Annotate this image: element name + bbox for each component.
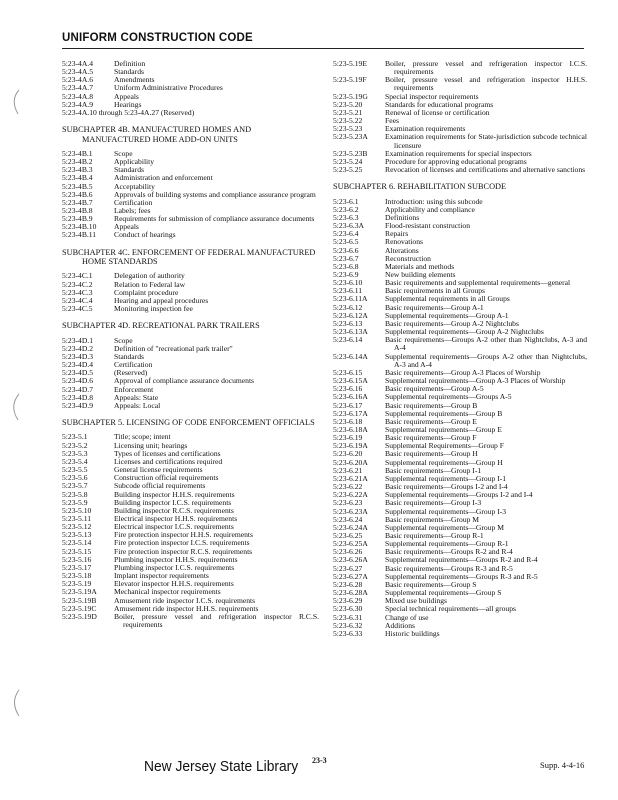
section-title: Plumbing inspector I.C.S. requirements	[114, 562, 235, 572]
toc-entry: 5:23-4A.10 through 5:23-4A.27 (Reserved)	[62, 107, 195, 117]
toc-entry	[62, 223, 319, 231]
section-code: 5:23-6.19A	[333, 441, 368, 451]
section-title: Supplemental requirements—Groups R-3 and R-5	[385, 571, 538, 581]
section-title: Monitoring inspection fee	[114, 304, 193, 314]
section-code: 5:23-4A.7	[62, 83, 94, 93]
section-title: Delegation of authority	[114, 271, 185, 281]
section-code: 5:23-6.31	[333, 612, 363, 622]
section-title: Licenses and certifications required	[114, 456, 223, 466]
section-code: 5:23-4C.2	[62, 279, 93, 289]
section-title: Basic requirements—Group A-1	[385, 302, 484, 312]
section-code: 5:23-6.17	[333, 400, 363, 410]
section-code: 5:23-5.7	[62, 481, 88, 491]
section-title: Appeals: State	[114, 392, 159, 402]
section-title: Elevator inspector H.H.S. requirements	[114, 579, 234, 589]
section-code: 5:23-5.8	[62, 489, 88, 499]
section-code: 5:23-5.15	[62, 546, 92, 556]
toc-entry	[333, 206, 587, 214]
section-code: 5:23-4B.2	[62, 157, 93, 167]
subchapter-heading: SUBCHAPTER 5. LICENSING OF CODE ENFORCEMENT OFFICIALS	[62, 418, 315, 428]
section-title: Basic requirements—Group B	[385, 400, 478, 410]
section-title: Approvals of building systems and compliance assurance program	[114, 189, 316, 199]
section-title: Renewal of license or certification	[385, 107, 490, 117]
section-title: Scope	[114, 335, 133, 345]
section-code: 5:23-4D.8	[62, 392, 94, 402]
toc-entry	[62, 361, 319, 369]
section-title: Plumbing inspector H.H.S. requirements	[114, 554, 238, 564]
section-code: 5:23-5.23	[333, 124, 363, 134]
section-title: Supplemental requirements—Group A-1	[385, 310, 509, 320]
section-code: 5:23-6.2	[333, 204, 359, 214]
section-code: 5:23-5.20	[333, 99, 363, 109]
section-code: 5:23-4D.3	[62, 351, 94, 361]
section-code: 5:23-5.23B	[333, 148, 368, 158]
section-code: 5:23-6.25A	[333, 539, 368, 549]
section-code: 5:23-4B.3	[62, 165, 93, 175]
section-title: Basic requirements—Group A-3 Places of Worship	[385, 367, 541, 377]
toc-entry	[333, 622, 587, 630]
section-code: 5:23-4B.11	[62, 230, 97, 240]
section-title: Fire protection inspector I.C.S. requirements	[114, 538, 250, 548]
section-code: 5:23-6.21A	[333, 473, 368, 483]
toc-entry	[333, 630, 587, 638]
section-title: Supplemental requirements—Group B	[385, 408, 503, 418]
toc-entry	[333, 76, 587, 92]
section-code: 5:23-4D.2	[62, 343, 94, 353]
toc-entry	[62, 68, 319, 76]
section-title: Boiler, pressure vessel and refrigeration inspector H.H.S. requirements	[385, 75, 587, 93]
section-title: (Reserved)	[114, 368, 148, 378]
section-code: 5:23-4B.7	[62, 197, 93, 207]
section-code: 5:23-6.26A	[333, 555, 368, 565]
section-code: 5:23-4D.6	[62, 376, 94, 386]
toc-entry	[62, 158, 319, 166]
section-title: Introduction: using this subcode	[385, 196, 483, 206]
section-code: 5:23-4B.1	[62, 148, 93, 158]
section-title: Basic requirements—Group H	[385, 449, 478, 459]
section-title: Types of licenses and certifications	[114, 448, 221, 458]
toc-entry	[62, 191, 319, 199]
section-title: Construction official requirements	[114, 473, 219, 483]
toc-entry	[62, 281, 319, 289]
section-code: 5:23-5.18	[62, 571, 92, 581]
section-title: Materials and methods	[385, 261, 455, 271]
toc-entry	[333, 238, 587, 246]
toc-entry	[333, 614, 587, 622]
section-code: 5:23-6.16A	[333, 392, 368, 402]
section-code: 5:23-4D.1	[62, 335, 94, 345]
section-title: Approval of compliance assurance documents	[114, 376, 255, 386]
section-title: Relation to Federal law	[114, 279, 186, 289]
right-column	[333, 60, 587, 638]
section-code: 5:23-4A.4	[62, 59, 94, 68]
scan-margin-mark	[6, 688, 22, 718]
section-code: 5:23-5.11	[62, 514, 92, 523]
section-title: Basic requirements—Group F	[385, 433, 477, 443]
toc-entry	[62, 272, 319, 280]
section-title: Basic requirements in all Groups	[385, 286, 485, 296]
section-title: Definition	[114, 59, 146, 68]
section-title: Supplemental requirements—Groups A-5	[385, 392, 512, 402]
section-title: Enforcement	[114, 384, 154, 394]
section-code: 5:23-6.29	[333, 596, 363, 606]
section-code: 5:23-6.3A	[333, 221, 365, 231]
section-code: 5:23-4A.6	[62, 75, 94, 85]
section-title: Basic requirements—Groups I-2 and I-4	[385, 482, 508, 492]
section-title: Standards	[114, 351, 144, 361]
section-code: 5:23-5.25	[333, 165, 363, 175]
section-code: 5:23-5.9	[62, 497, 88, 507]
section-title: Renovations	[385, 237, 423, 247]
footer-supplement-date: Supp. 4-4-16	[540, 760, 585, 770]
section-code: 5:23-6.15	[333, 367, 363, 377]
section-code: 5:23-5.19F	[333, 75, 367, 85]
section-code: 5:23-6.14	[333, 335, 363, 345]
section-code: 5:23-6.13A	[333, 327, 368, 337]
section-title: Historic buildings	[385, 628, 440, 638]
section-code: 5:23-6.12	[333, 302, 363, 312]
section-code: 5:23-5.14	[62, 538, 92, 548]
section-title: Applicability and compliance	[385, 204, 475, 214]
toc-entry	[333, 222, 587, 230]
section-title: Appeals: Local	[114, 400, 161, 410]
section-title: Amusement ride inspector H.H.S. requirements	[114, 603, 259, 613]
section-title: Hearings	[114, 99, 142, 109]
section-code: 5:23-6.25	[333, 531, 363, 540]
page-header-title: UNIFORM CONSTRUCTION CODE	[62, 32, 253, 44]
section-title: Examination requirements for State-jurisdiction subcode technical licensure	[385, 132, 587, 150]
section-code: 5:23-5.12	[62, 522, 92, 532]
section-code: 5:23-4B.10	[62, 222, 97, 232]
section-code: 5:23-6.13	[333, 318, 363, 328]
toc-entry	[333, 60, 587, 76]
section-title: Supplemental requirements—Groups I-2 and I-4	[385, 490, 533, 500]
section-title: Additions	[385, 620, 415, 630]
section-code: 5:23-6.5	[333, 237, 359, 247]
section-code: 5:23-6.7	[333, 253, 359, 263]
section-title: Basic requirements—Group M	[385, 514, 480, 524]
section-title: Basic requirements—Group I-1	[385, 465, 482, 475]
toc-entry	[62, 433, 319, 441]
toc-entry	[333, 605, 587, 613]
scan-margin-mark	[6, 88, 22, 118]
section-title: Basic requirements and supplemental requirements—general	[385, 278, 571, 288]
section-title: Basic requirements—Groups R-2 and R-4	[385, 547, 513, 557]
section-code: 5:23-6.12A	[333, 310, 368, 320]
section-title: Fire protection inspector H.H.S. requirements	[114, 530, 253, 540]
section-code: 5:23-6.28	[333, 579, 363, 589]
toc-entry	[333, 109, 587, 117]
toc-entry	[333, 133, 587, 149]
section-title: Basic requirements—Groups R-3 and R-5	[385, 563, 513, 573]
section-code: 5:23-5.3	[62, 448, 88, 458]
section-title: Boiler, pressure vessel and refrigeration inspector I.C.S. requirements	[385, 59, 587, 77]
section-title: Standards	[114, 165, 144, 175]
section-code: 5:23-6.4	[333, 229, 359, 239]
toc-entry	[333, 247, 587, 255]
left-column	[62, 60, 319, 629]
section-title: Supplemental requirements—Group S	[385, 588, 502, 598]
section-code: 5:23-5.19D	[62, 611, 97, 621]
section-code: 5:23-6.6	[333, 245, 359, 255]
section-code: 5:23-6.22	[333, 482, 363, 492]
section-title: Fees	[385, 116, 399, 126]
section-title: Title; scope; intent	[114, 432, 171, 442]
section-title: Fire protection inspector R.C.S. requirements	[114, 546, 253, 556]
section-code: 5:23-6.19	[333, 433, 363, 443]
section-title: Basic requirements—Group A-5	[385, 384, 484, 394]
section-title: Building inspector R.C.S. requirements	[114, 505, 234, 515]
subchapter-heading: SUBCHAPTER 6. REHABILITATION SUBCODE	[333, 182, 507, 192]
section-code: 5:23-6.21	[333, 465, 363, 475]
section-title: Supplemental requirements—Group I-1	[385, 473, 507, 483]
toc-entry	[62, 199, 319, 207]
section-code: 5:23-5.19C	[62, 603, 97, 613]
section-code: 5:23-6.24A	[333, 522, 368, 532]
section-title: Definition of "recreational park trailer"	[114, 343, 233, 353]
footer-library-stamp: New Jersey State Library	[144, 758, 299, 775]
section-title: Change of use	[385, 612, 429, 622]
section-title: Building inspector H.H.S. requirements	[114, 489, 235, 499]
toc-entry	[62, 353, 319, 361]
section-title: Mixed use buildings	[385, 596, 448, 606]
subchapter-heading: SUBCHAPTER 4B. MANUFACTURED HOMES AND MANUFACTURED HOME ADD-ON UNITS	[62, 125, 252, 144]
section-title: Implant inspector requirements	[114, 571, 209, 581]
section-code: 5:23-4A.9	[62, 99, 94, 109]
section-title: Standards for educational programs	[385, 99, 494, 109]
section-code: 5:23-4B.6	[62, 189, 93, 199]
toc-entry	[62, 215, 319, 223]
section-title: Basic requirements—Group I-3	[385, 498, 482, 508]
section-title: Scope	[114, 148, 133, 158]
section-title: Repairs	[385, 229, 409, 239]
section-title: New building elements	[385, 270, 456, 279]
section-code: 5:23-5.21	[333, 107, 363, 117]
section-code: 5:23-4D.7	[62, 384, 94, 394]
section-code: 5:23-5.19	[62, 579, 92, 589]
section-title: Alterations	[385, 245, 419, 255]
section-code: 5:23-6.11A	[333, 294, 368, 304]
section-title: Examination requirements	[385, 124, 466, 134]
section-title: Hearing and appeal procedures	[114, 295, 209, 305]
section-code: 5:23-6.14A	[333, 351, 368, 361]
section-code: 5:23-6.20A	[333, 457, 368, 467]
section-code: 5:23-6.27A	[333, 571, 368, 581]
section-title: General license requirements	[114, 465, 203, 475]
section-code: 5:23-4D.4	[62, 360, 94, 370]
section-code: 5:23-4A.8	[62, 91, 94, 101]
subchapter-heading: SUBCHAPTER 4D. RECREATIONAL PARK TRAILERS	[62, 321, 260, 331]
section-code: 5:23-5.1	[62, 432, 88, 442]
toc-entry	[62, 386, 319, 394]
section-code: 5:23-4B.4	[62, 173, 93, 183]
section-title: Mechanical inspector requirements	[114, 587, 221, 597]
section-code: 5:23-5.13	[62, 530, 92, 540]
scan-margin-mark	[6, 392, 22, 422]
toc-entry	[62, 93, 319, 101]
section-code: 5:23-6.23	[333, 498, 363, 508]
toc-entry	[62, 305, 319, 313]
toc-entry	[62, 84, 319, 92]
footer-page-number: 23-3	[312, 756, 327, 765]
section-code: 5:23-6.3	[333, 212, 359, 222]
section-code: 5:23-5.19E	[333, 59, 367, 68]
toc-entry	[333, 336, 587, 352]
toc-entry	[333, 230, 587, 238]
section-title: Subcode official requirements	[114, 481, 206, 491]
section-code: 5:23-4B.8	[62, 206, 93, 215]
toc-entry	[62, 150, 319, 158]
section-title: Complaint procedure	[114, 287, 179, 297]
section-title: Supplemental requirements—Group M	[385, 522, 504, 532]
toc-entry	[333, 589, 587, 597]
section-code: 5:23-6.18A	[333, 424, 368, 434]
section-title: Administration and enforcement	[114, 173, 213, 183]
section-code: 5:23-4C.4	[62, 295, 93, 305]
section-code: 5:23-4C.3	[62, 287, 93, 297]
section-title: Appeals	[114, 222, 139, 232]
section-title: Licensing unit; hearings	[114, 440, 188, 450]
section-title: Special technical requirements—all groups	[385, 604, 516, 614]
toc-entry	[62, 345, 319, 353]
section-code: 5:23-4B.9	[62, 214, 93, 224]
section-code: 5:23-5.6	[62, 473, 88, 483]
section-code: 5:23-5.19G	[333, 91, 368, 101]
section-code: 5:23-5.23A	[333, 132, 368, 142]
section-code: 5:23-6.22A	[333, 490, 368, 500]
section-code: 5:23-6.16	[333, 384, 363, 394]
section-title: Electrical inspector I.C.S. requirements	[114, 522, 234, 532]
toc-entry	[333, 166, 587, 174]
section-title: Basic requirements—Group S	[385, 579, 477, 589]
section-code: 5:23-6.9	[333, 270, 359, 279]
toc-entry	[62, 174, 319, 182]
section-code: 5:23-4B.5	[62, 181, 93, 191]
section-title: Certification	[114, 360, 153, 370]
section-code: 5:23-5.24	[333, 156, 363, 166]
section-title: Examination requirements for special inspectors	[385, 148, 532, 158]
section-title: Amendments	[114, 75, 155, 85]
section-code: 5:23-4C.5	[62, 304, 93, 314]
section-title: Standards	[114, 67, 144, 77]
section-title: Supplemental requirements—Group E	[385, 424, 502, 434]
section-code: 5:23-6.28A	[333, 588, 368, 598]
section-code: 5:23-5.16	[62, 554, 92, 564]
section-code: 5:23-6.24	[333, 514, 363, 524]
section-title: Supplemental requirements—Group H	[385, 457, 503, 467]
section-code: 5:23-6.26	[333, 547, 363, 557]
toc-entry	[62, 394, 319, 402]
section-code: 5:23-4A.5	[62, 67, 94, 77]
section-title: Supplemental requirements—Group R-1	[385, 539, 509, 549]
section-title: Basic requirements—Group R-1	[385, 531, 484, 540]
section-title: Conduct of hearings	[114, 230, 176, 240]
toc-entry	[62, 402, 319, 410]
section-title: Definitions	[385, 212, 420, 222]
subchapter-heading: SUBCHAPTER 4C. ENFORCEMENT OF FEDERAL MANUFACTURED HOME STANDARDS	[62, 247, 316, 267]
section-title: Basic requirements—Group E	[385, 416, 477, 426]
section-code: 5:23-6.33	[333, 628, 363, 638]
section-title: Basic requirements—Group A-2 Nightclubs	[385, 318, 519, 328]
section-title: Supplemental requirements in all Groups	[385, 294, 510, 304]
toc-entry	[333, 263, 587, 271]
section-title: Reconstruction	[385, 253, 431, 263]
section-code: 5:23-4C.1	[62, 271, 93, 281]
section-code: 5:23-6.17A	[333, 408, 368, 418]
section-title: Boiler, pressure vessel and refrigeration inspector R.C.S. requirements	[114, 611, 319, 630]
section-code: 5:23-5.19B	[62, 595, 97, 605]
section-code: 5:23-6.10	[333, 278, 363, 288]
header-rule	[62, 48, 584, 49]
section-code: 5:23-5.4	[62, 456, 88, 466]
section-title: Requirements for submission of compliance assurance documents	[114, 214, 315, 224]
section-code: 5:23-5.10	[62, 505, 92, 515]
toc-entry	[62, 231, 319, 239]
section-title: Uniform Administrative Procedures	[114, 83, 223, 93]
section-code: 5:23-6.30	[333, 604, 363, 614]
section-title: Appeals	[114, 91, 139, 101]
section-code: 5:23-6.1	[333, 196, 359, 206]
section-title: Amusement ride inspector I.C.S. requirements	[114, 595, 256, 605]
section-code: 5:23-6.8	[333, 261, 359, 271]
section-title: Flood-resistant construction	[385, 221, 470, 231]
section-title: Applicability	[114, 157, 155, 167]
section-title: Supplemental requirements—Group A-3 Places of Worship	[385, 376, 566, 386]
section-title: Labels; fees	[114, 206, 151, 215]
section-code: 5:23-6.11	[333, 286, 363, 296]
toc-entry	[62, 377, 319, 385]
section-code: 5:23-5.22	[333, 116, 363, 126]
section-code: 5:23-6.15A	[333, 376, 368, 386]
section-title: Basic requirements—Groups A-2 other than Nightclubs, A-3 and A-4	[385, 335, 587, 353]
section-code: 5:23-6.27	[333, 563, 363, 573]
section-title: Supplemental requirements—Group A-2 Nightclubs	[385, 327, 544, 337]
section-code: 5:23-6.20	[333, 449, 363, 459]
section-code: 5:23-6.23A	[333, 506, 368, 516]
section-title: Procedure for approving educational programs	[385, 156, 527, 166]
section-title: Supplemental requirements—Groups R-2 and R-4	[385, 555, 538, 565]
toc-entry	[333, 255, 587, 263]
section-code: 5:23-6.32	[333, 620, 363, 630]
section-title: Acceptability	[114, 181, 155, 191]
section-title: Supplemental requirements—Groups A-2 other than Nightclubs, A-3 and A-4	[385, 351, 587, 369]
section-code: 5:23-5.2	[62, 440, 88, 450]
section-title: Revocation of licenses and certifications and alternative sanctions	[385, 165, 586, 175]
toc-entry	[333, 353, 587, 369]
section-code: 5:23-5.5	[62, 465, 88, 475]
toc-entry	[62, 613, 319, 629]
section-code: 5:23-4D.5	[62, 368, 94, 378]
section-code: 5:23-6.18	[333, 416, 363, 426]
section-title: Certification	[114, 197, 153, 207]
section-title: Special inspector requirements	[385, 91, 479, 101]
section-code: 5:23-5.17	[62, 562, 92, 572]
section-code: 5:23-5.19A	[62, 587, 97, 597]
toc-entry	[62, 60, 319, 68]
section-title: Supplemental requirements—Group I-3	[385, 506, 507, 516]
section-title: Supplemental Requirements—Group F	[385, 441, 504, 451]
section-title: Building inspector I.C.S. requirements	[114, 497, 232, 507]
section-code: 5:23-4D.9	[62, 400, 94, 410]
section-title: Electrical inspector H.H.S. requirements	[114, 514, 238, 523]
